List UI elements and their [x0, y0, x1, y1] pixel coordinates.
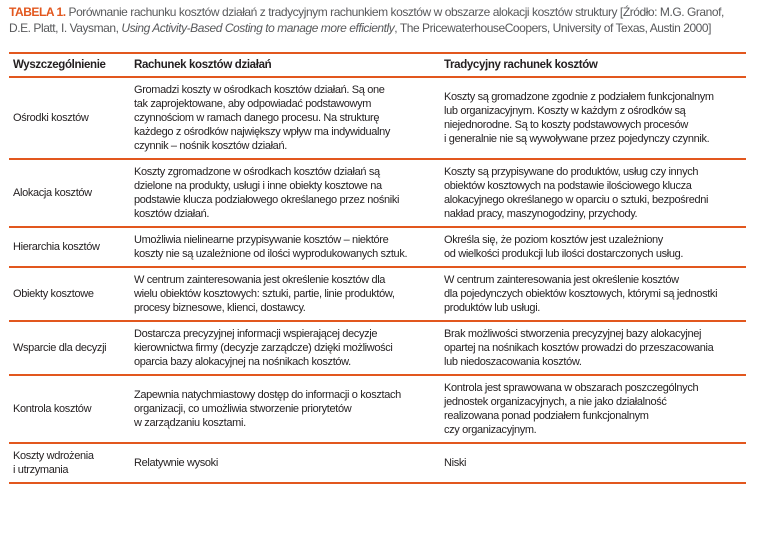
- row-traditional: Brak możliwości stworzenia precyzyjnej bazy alokacyjnej opartej na nośnikach kosztów prowadzi do przeszacowania lub niedoszacowania kosztów.: [438, 321, 746, 375]
- caption-text-cont: D.E. Platt, I. Vaysman,: [9, 21, 122, 35]
- row-abc: Gromadzi koszty w ośrodkach kosztów działań. Są one tak zaprojektowane, aby odpowiadać podstawowym czynnościom w ramach danego procesu. Na strukturę każdego z ośrodków największy wpływ ma indywidualny czynnik – nośnik kosztów działań.: [130, 77, 438, 159]
- row-traditional: Określa się, że poziom kosztów jest uzależniony od wielkości produkcji lub ilości dostarczonych usług.: [438, 227, 746, 267]
- row-item: Ośrodki kosztów: [9, 77, 130, 159]
- caption-source-rest: , The PricewaterhouseCoopers, University of Texas, Austin 2000]: [394, 21, 712, 35]
- caption-label: TABELA 1.: [9, 5, 66, 19]
- header-traditional: Tradycyjny rachunek kosztów: [438, 53, 746, 77]
- row-traditional: Kontrola jest sprawowana w obszarach poszczególnych jednostek organizacyjnych, a nie jako działalność realizowana ponad podziałem funkcjonalnym czy organizacyjnym.: [438, 375, 746, 443]
- caption-text: Porównanie rachunku kosztów działań z tradycyjnym rachunkiem kosztów w obszarze alokacji kosztów struktury [Źródło: M.G. Granof,: [65, 5, 724, 19]
- row-item: Hierarchia kosztów: [9, 227, 130, 267]
- table-row: [9, 267, 746, 321]
- table-row: [9, 321, 746, 375]
- row-item: Wsparcie dla decyzji: [9, 321, 130, 375]
- table-row: [9, 375, 746, 443]
- table-row: [9, 227, 746, 267]
- row-item: Koszty wdrożenia i utrzymania: [9, 443, 130, 483]
- row-abc: W centrum zainteresowania jest określenie kosztów dla wielu obiektów kosztowych: sztuki, partie, linie produktów, procesy biznesowe, klienci, dostawcy.: [130, 267, 438, 321]
- row-abc: Relatywnie wysoki: [130, 443, 438, 483]
- table-row: [9, 159, 746, 227]
- header-item: Wyszczególnienie: [9, 53, 130, 77]
- row-item: Alokacja kosztów: [9, 159, 130, 227]
- comparison-table: [9, 52, 746, 484]
- row-abc: Koszty zgromadzone w ośrodkach kosztów działań są dzielone na produkty, usługi i inne obiekty kosztowe na podstawie klucza podziałowego określanego przez nośniki kosztów działań.: [130, 159, 438, 227]
- row-traditional: Koszty są gromadzone zgodnie z podziałem funkcjonalnym lub organizacyjnym. Koszty w każdym z ośrodków są niejednorodne. Są to koszty podstawowych procesów i generalnie nie są wywoływane przez pojedynczy czynnik.: [438, 77, 746, 159]
- caption-source-title: Using Activity-Based Costing to manage more efficiently: [121, 21, 395, 35]
- table-caption: [9, 4, 756, 36]
- row-abc: Dostarcza precyzyjnej informacji wspierającej decyzje kierownictwa firmy (decyzje zarządcze) dzięki możliwości oparcia bazy alokacyjnej na nośnikach kosztów.: [130, 321, 438, 375]
- caption-line: [9, 4, 756, 20]
- row-traditional: Niski: [438, 443, 746, 483]
- row-traditional: W centrum zainteresowania jest określenie kosztów dla pojedynczych obiektów kosztowych, którymi są jednostki produktów lub usługi.: [438, 267, 746, 321]
- row-item: Obiekty kosztowe: [9, 267, 130, 321]
- caption-line: [9, 20, 756, 36]
- table-header-row: [9, 53, 746, 77]
- table-row: [9, 77, 746, 159]
- row-item: Kontrola kosztów: [9, 375, 130, 443]
- row-abc: Zapewnia natychmiastowy dostęp do informacji o kosztach organizacji, co umożliwia stworzenie priorytetów w zarządzaniu kosztami.: [130, 375, 438, 443]
- row-abc: Umożliwia nielinearne przypisywanie kosztów – niektóre koszty nie są uzależnione od ilości wyprodukowanych sztuk.: [130, 227, 438, 267]
- header-abc: Rachunek kosztów działań: [130, 53, 438, 77]
- table-row: [9, 443, 746, 483]
- row-traditional: Koszty są przypisywane do produktów, usług czy innych obiektów kosztowych na podstawie ilościowego klucza alokacyjnego określanego w oparciu o sztuki, bezpośredni nakład pracy, maszynogodziny, przychody.: [438, 159, 746, 227]
